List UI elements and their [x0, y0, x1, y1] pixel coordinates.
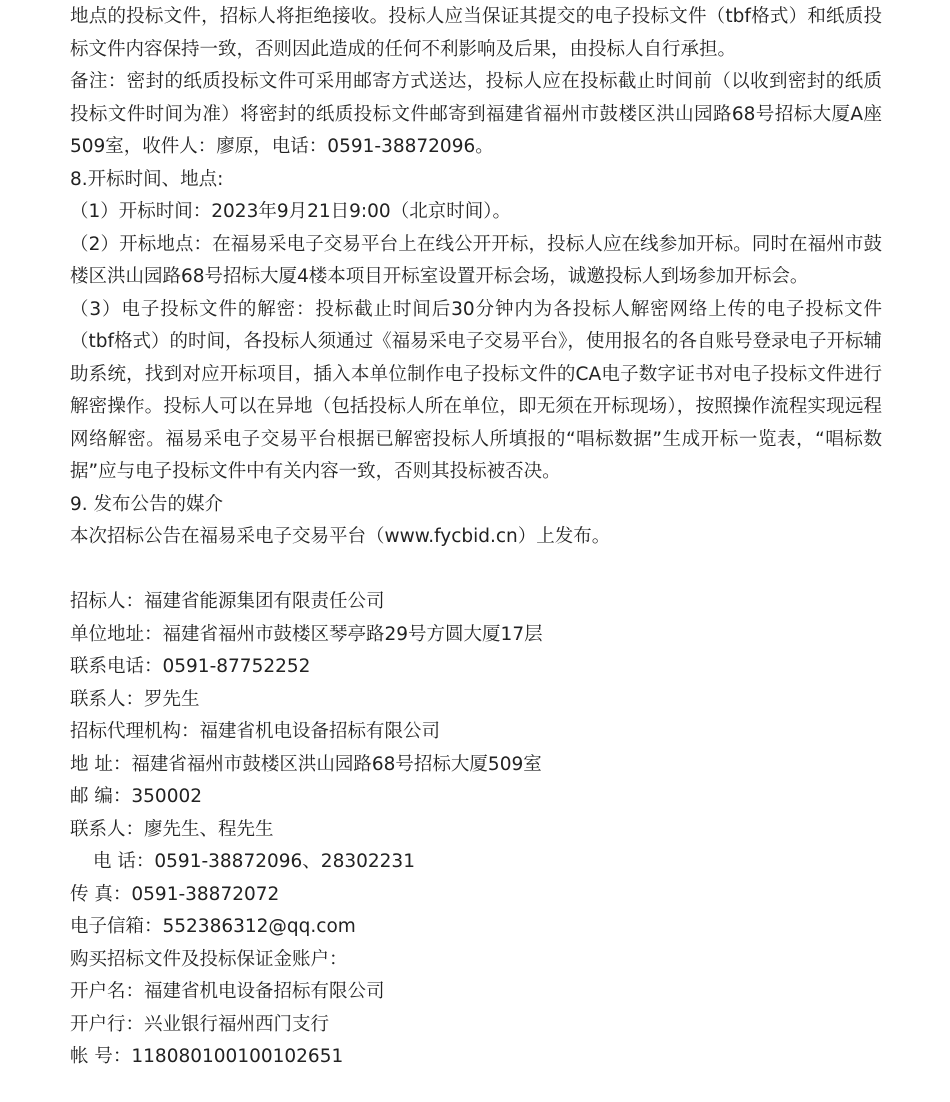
contact-tenderer-address: 单位地址：福建省福州市鼓楼区琴亭路29号方圆大厦17层 — [70, 623, 543, 645]
paragraph-decryption: （3）电子投标文件的解密：投标截止时间后30分钟内为各投标人解密网络上传的电子投标文件（tbf格式）的时间，各投标人须通过《福易采电子交易平台》，使用报名的各自账号登录电子开标辅助系统，找到对应开标项目，插入本单位制作电子投标文件的CA电子数字证书对电子投标文件进行解密操作。投标人可以在异地（包括投标人所在单位，即无须在开标现场），按照操作流程实现远程网络解密。福易采电子交易平台根据已解密投标人所填报的“唱标数据”生成开标一览表，“唱标数据”应与电子投标文件中有关内容一致，否则其投标被否决。 — [70, 298, 882, 482]
contact-agency-fax: 传 真：0591-38872072 — [70, 883, 280, 905]
contact-agency-postcode: 邮 编：350002 — [70, 786, 203, 807]
contact-agency-email: 电子信箱：552386312@qq.com — [70, 916, 356, 937]
account-heading: 购买招标文件及投标保证金账户： — [70, 948, 348, 970]
section-heading-media: 9. 发布公告的媒介 — [70, 493, 224, 515]
contact-tenderer-phone: 联系电话：0591-87752252 — [70, 656, 311, 677]
contact-tenderer-person: 联系人：罗先生 — [70, 688, 200, 710]
account-bank: 开户行：兴业银行福州西门支行 — [70, 1013, 330, 1035]
account-number: 帐 号：118080100100102651 — [70, 1046, 344, 1067]
paragraph-mailing-note: 备注：密封的纸质投标文件可采用邮寄方式送达，投标人应在投标截止时间前（以收到密封的纸质投标文件时间为准）将密封的纸质投标文件邮寄到福建省福州市鼓楼区洪山园路68号招标大厦A座509室，收件人：廖原，电话：0591-38872096。 — [70, 71, 882, 157]
blank-line — [70, 554, 882, 587]
account-name: 开户名：福建省机电设备招标有限公司 — [70, 981, 385, 1002]
contact-agency-phone: 电 话：0591-38872096、28302231 — [93, 851, 415, 872]
contact-agency: 招标代理机构：福建省机电设备招标有限公司 — [70, 721, 441, 742]
paragraph-publication: 本次招标公告在福易采电子交易平台（www.fycbid.cn）上发布。 — [70, 526, 611, 547]
contact-tenderer: 招标人：福建省能源集团有限责任公司 — [70, 591, 385, 612]
announcement-document — [70, 1, 882, 1074]
contact-agency-person: 联系人：廖先生、程先生 — [70, 818, 274, 840]
contact-agency-address: 地 址：福建省福州市鼓楼区洪山园路68号招标大厦509室 — [70, 753, 542, 775]
section-heading-opening: 8.开标时间、地点: — [70, 168, 224, 190]
paragraph-bid-acceptance: 地点的投标文件，招标人将拒绝接收。投标人应当保证其提交的电子投标文件（tbf格式）和纸质投标文件内容保持一致，否则因此造成的任何不利影响及后果，由投标人自行承担。 — [70, 6, 882, 60]
paragraph-opening-time: （1）开标时间：2023年9月21日9:00（北京时间）。 — [70, 201, 511, 222]
paragraph-opening-location: （2）开标地点：在福易采电子交易平台上在线公开开标，投标人应在线参加开标。同时在福州市鼓楼区洪山园路68号招标大厦4楼本项目开标室设置开标会场，诚邀投标人到场参加开标会。 — [70, 233, 882, 287]
